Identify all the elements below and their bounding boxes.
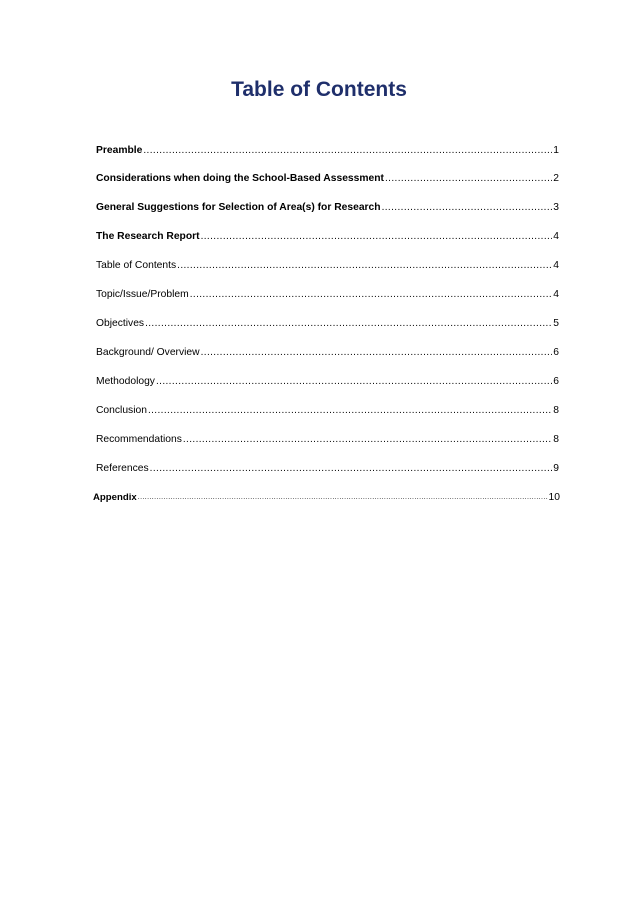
toc-page-number: 5 (553, 318, 559, 329)
toc-page-number: 4 (553, 260, 559, 271)
toc-entry-table-of-contents[interactable] (96, 257, 559, 273)
toc-page-number: 6 (553, 376, 559, 387)
toc-dot-leader (177, 259, 552, 273)
toc-dot-leader (385, 172, 552, 186)
toc-dot-leader (201, 346, 552, 360)
toc-dot-leader (382, 201, 552, 215)
toc-page-number: 6 (553, 347, 559, 358)
toc-entry-label: Objectives (96, 318, 145, 329)
toc-entry-background[interactable] (96, 344, 559, 360)
toc-dot-leader (201, 230, 552, 244)
toc-entry-methodology[interactable] (96, 373, 559, 389)
toc-entry-label: Appendix (93, 492, 137, 503)
toc-page-number: 10 (548, 492, 560, 503)
toc-entry-general-suggestions[interactable] (96, 199, 559, 215)
toc-entry-research-report[interactable] (96, 228, 559, 244)
toc-entry-label: General Suggestions for Selection of Area(s) for Research (96, 202, 381, 213)
toc-page-number: 4 (553, 231, 559, 242)
toc-entry-topic[interactable] (96, 286, 559, 302)
toc-page-number: 2 (553, 173, 559, 184)
toc-dot-leader (145, 317, 552, 331)
toc-page-number: 3 (553, 202, 559, 213)
toc-entry-conclusion[interactable] (96, 402, 559, 418)
toc-entry-recommendations[interactable] (96, 431, 559, 447)
toc-page-number: 4 (553, 289, 559, 300)
toc-dot-leader (138, 491, 548, 505)
toc-entry-references[interactable] (96, 460, 559, 476)
toc-entry-label: References (96, 463, 149, 474)
toc-page-number: 8 (553, 434, 559, 445)
toc-dot-leader (148, 404, 552, 418)
toc-entry-preamble[interactable] (96, 142, 559, 158)
toc-dot-leader (150, 462, 552, 476)
toc-entry-label: Recommendations (96, 434, 182, 445)
toc-entry-label: Methodology (96, 376, 155, 387)
toc-entry-considerations[interactable] (96, 170, 559, 186)
toc-page-number: 9 (553, 463, 559, 474)
toc-dot-leader (183, 433, 552, 447)
toc-page-number: 1 (553, 145, 559, 156)
toc-entry-label: Conclusion (96, 405, 147, 416)
toc-dot-leader (143, 144, 552, 158)
toc-entry-label: Table of Contents (96, 260, 177, 271)
toc-dot-leader (190, 288, 552, 302)
toc-entry-label: Preamble (96, 145, 143, 156)
toc-dot-leader (156, 375, 552, 389)
toc-entry-objectives[interactable] (96, 315, 559, 331)
toc-entry-label: The Research Report (96, 231, 200, 242)
toc-entry-appendix[interactable] (93, 489, 560, 505)
toc-entry-label: Topic/Issue/Problem (96, 289, 189, 300)
toc-entry-label: Background/ Overview (96, 347, 200, 358)
page-title: Table of Contents (231, 78, 407, 101)
toc-page-number: 8 (553, 405, 559, 416)
toc-entry-label: Considerations when doing the School-Based Assessment (96, 173, 384, 184)
